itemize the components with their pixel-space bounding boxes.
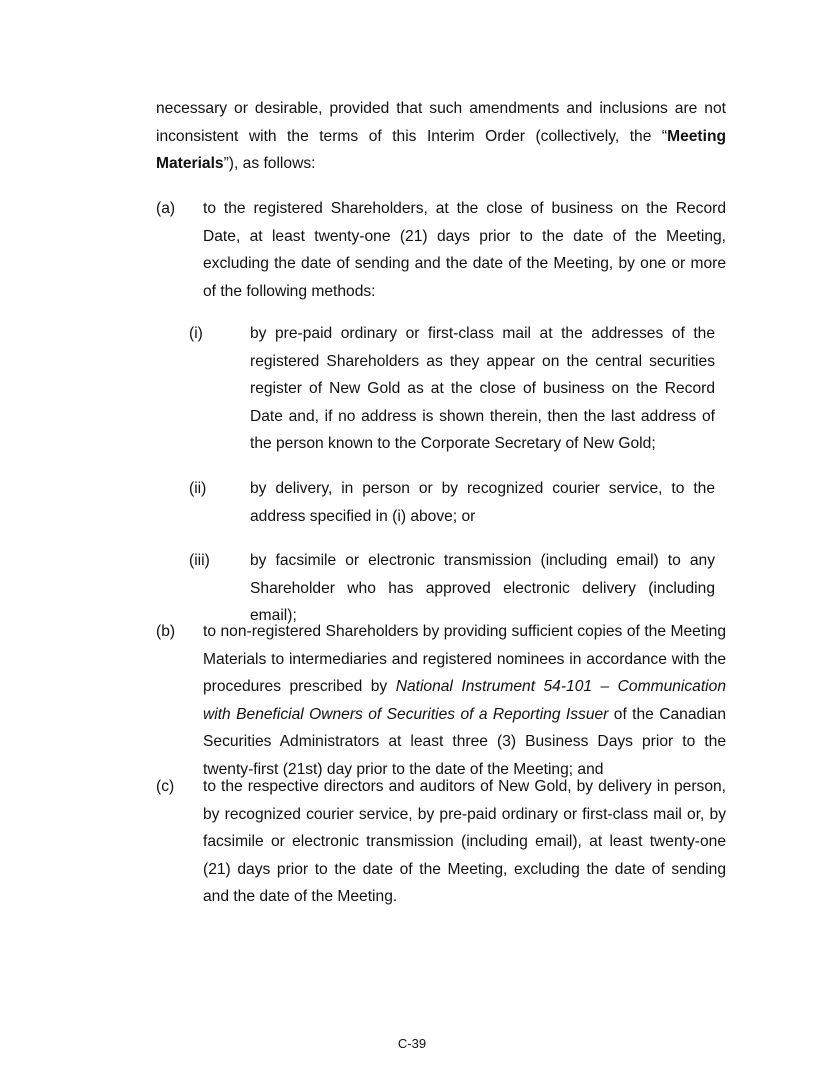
instrument-title: National Instrument 54-101 – Communication with Beneficial Owners of Securities of a Reporting Issuer xyxy=(203,678,726,723)
item-text-b xyxy=(203,618,726,783)
item-b-text-after: of the Canadian Securities Administrators at least three (3) Business Days prior to the twenty-first (21st) day prior to the date of the Meeting; and xyxy=(203,705,726,778)
page-number: C-39 xyxy=(397,1036,427,1051)
sub-item-label-iii: (iii) xyxy=(189,552,210,569)
intro-paragraph xyxy=(156,95,726,178)
sub-item-text-i: by pre-paid ordinary or first-class mail at the addresses of the registered Shareholders as they appear on the central securities register of New Gold as at the close of business on the Record Date and, if no address is shown therein, then the last address of the person known to the Corporate Secretary of New Gold; xyxy=(250,325,715,452)
sub-item-label-i: (i) xyxy=(189,325,203,342)
defined-term-meeting-materials: Meeting Materials xyxy=(156,127,726,172)
sub-item-text-iii: by facsimile or electronic transmission (including email) to any Shareholder who has approved electronic delivery (including email); xyxy=(250,552,715,624)
intro-text-before: necessary or desirable, provided that such amendments and inclusions are not inconsistent with the terms of this Interim Order (collectively, the “ xyxy=(156,100,726,145)
sub-item-text-ii: by delivery, in person or by recognized courier service, to the address specified in (i) above; or xyxy=(250,480,715,525)
item-text-c: to the respective directors and auditors of New Gold, by delivery in person, by recognized courier service, by pre-paid ordinary or first-class mail or, by facsimile or electronic transmission (including email), at least twenty-one (21) days prior to the date of the Meeting, excluding the date of sending and the date of the Meeting. xyxy=(203,778,726,905)
intro-text-after: ”), as follows: xyxy=(223,155,316,172)
item-label-c: (c) xyxy=(156,778,175,795)
item-label-b: (b) xyxy=(156,623,176,640)
item-text-a: to the registered Shareholders, at the close of business on the Record Date, at least twenty-one (21) days prior to the date of the Meeting, excluding the date of sending and the date of the Meeting, by one or more of the following methods: xyxy=(203,200,726,300)
item-label-a: (a) xyxy=(156,200,176,217)
sub-item-label-ii: (ii) xyxy=(189,480,207,497)
item-b-text-before: to non-registered Shareholders by providing sufficient copies of the Meeting Materials to intermediaries and registered nominees in accordance with the procedures prescribed by xyxy=(203,623,726,695)
